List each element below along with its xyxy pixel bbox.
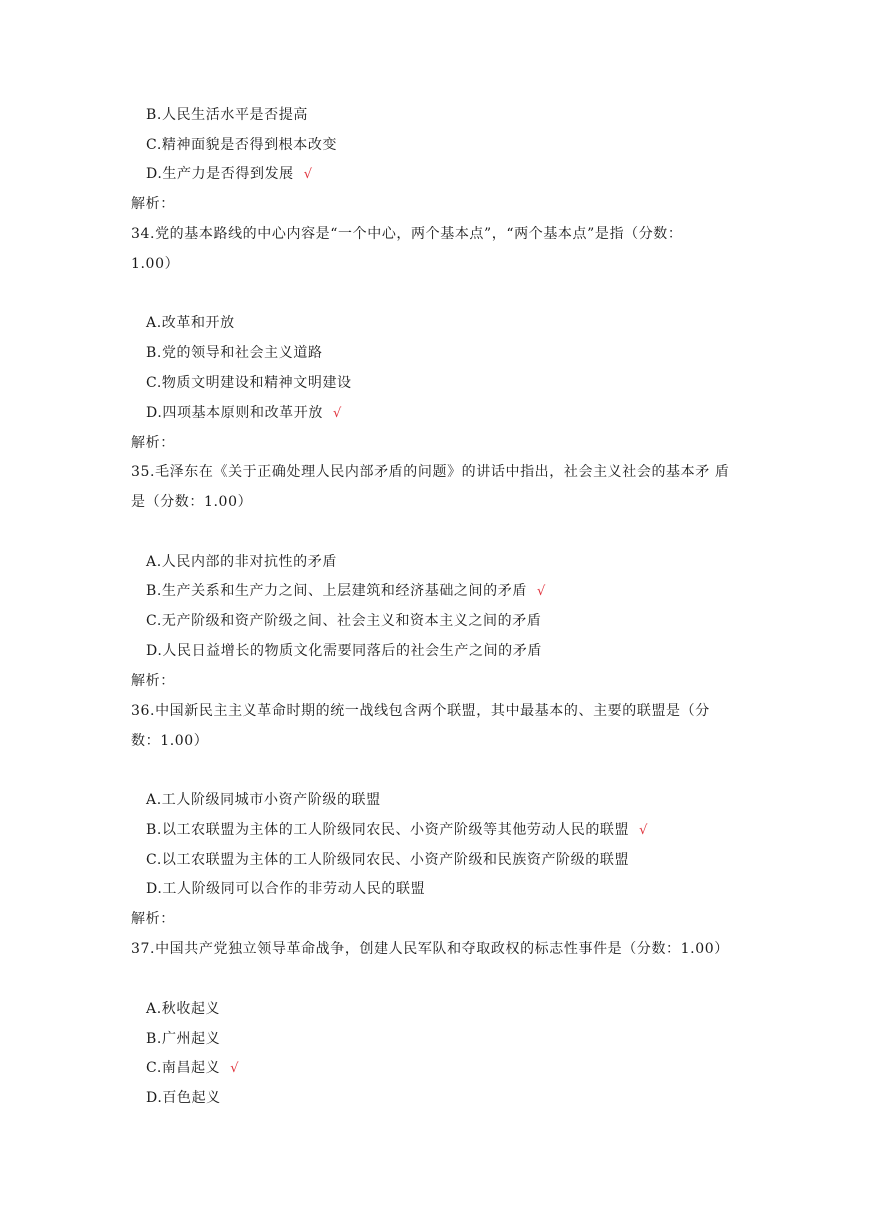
option-text: C.南昌起义 xyxy=(146,1060,221,1076)
option xyxy=(146,1089,221,1107)
analysis-label: 解析： xyxy=(131,911,175,927)
option xyxy=(146,582,546,601)
option xyxy=(146,821,648,840)
option xyxy=(146,1030,220,1048)
option xyxy=(146,851,629,869)
analysis-label: 解析： xyxy=(131,435,175,451)
analysis-label: 解析： xyxy=(131,196,175,212)
question-text: 35.毛泽东在《关于正确处理人民内部矛盾的问题》的讲话中指出，社会主义社会的基本矛 盾 xyxy=(131,464,730,480)
option-text: B.党的领导和社会主义道路 xyxy=(146,345,323,361)
analysis-label: 解析： xyxy=(131,673,175,689)
option-text: D.百色起义 xyxy=(146,1090,221,1106)
option-text: A.改革和开放 xyxy=(146,315,235,331)
option xyxy=(146,1000,220,1018)
check-mark-icon: √ xyxy=(332,406,342,421)
option xyxy=(146,106,308,124)
option-text: C.物质文明建设和精神文明建设 xyxy=(146,375,352,391)
option-text: C.无产阶级和资产阶级之间、社会主义和资本主义之间的矛盾 xyxy=(146,613,542,629)
option-text: C.精神面貌是否得到根本改变 xyxy=(146,137,338,153)
question-text: 数：1.00） xyxy=(131,733,209,749)
option-text: D.生产力是否得到发展 xyxy=(146,166,294,182)
check-mark-icon: √ xyxy=(303,167,313,182)
option xyxy=(146,553,337,571)
option xyxy=(146,165,313,184)
check-mark-icon: √ xyxy=(536,584,546,599)
question-text: 是（分数：1.00） xyxy=(131,494,253,510)
question-text: 36.中国新民主主义革命时期的统一战线包含两个联盟，其中最基本的、主要的联盟是（分 xyxy=(131,703,710,719)
check-mark-icon: √ xyxy=(230,1061,240,1076)
option-text: B.广州起义 xyxy=(146,1031,221,1047)
option-text: A.工人阶级同城市小资产阶级的联盟 xyxy=(146,792,381,808)
option xyxy=(146,642,542,660)
option-text: D.四项基本原则和改革开放 xyxy=(146,405,323,421)
option xyxy=(146,314,235,332)
option-text: B.生产关系和生产力之间、上层建筑和经济基础之间的矛盾 xyxy=(146,583,527,599)
option-text: D.工人阶级同可以合作的非劳动人民的联盟 xyxy=(146,881,426,897)
option xyxy=(146,374,352,392)
option xyxy=(146,136,337,154)
question-text: 1.00） xyxy=(131,256,180,272)
option xyxy=(146,880,425,898)
question-text: 37.中国共产党独立领导革命战争，创建人民军队和夺取政权的标志性事件是（分数：1.00） xyxy=(131,941,729,957)
option-text: B.人民生活水平是否提高 xyxy=(146,107,308,123)
option-text: C.以工农联盟为主体的工人阶级同农民、小资产阶级和民族资产阶级的联盟 xyxy=(146,852,630,868)
option xyxy=(146,612,541,630)
check-mark-icon: √ xyxy=(639,823,649,838)
option-text: A.秋收起义 xyxy=(146,1001,221,1017)
option xyxy=(146,344,323,362)
option xyxy=(146,404,342,423)
option xyxy=(146,1059,239,1078)
option-text: D.人民日益增长的物质文化需要同落后的社会生产之间的矛盾 xyxy=(146,643,542,659)
question-text: 34.党的基本路线的中心内容是“一个中心，两个基本点”，“两个基本点”是指（分数： xyxy=(131,226,683,242)
option-text: A.人民内部的非对抗性的矛盾 xyxy=(146,554,337,570)
option-text: B.以工农联盟为主体的工人阶级同农民、小资产阶级等其他劳动人民的联盟 xyxy=(146,822,630,838)
option xyxy=(146,791,381,809)
